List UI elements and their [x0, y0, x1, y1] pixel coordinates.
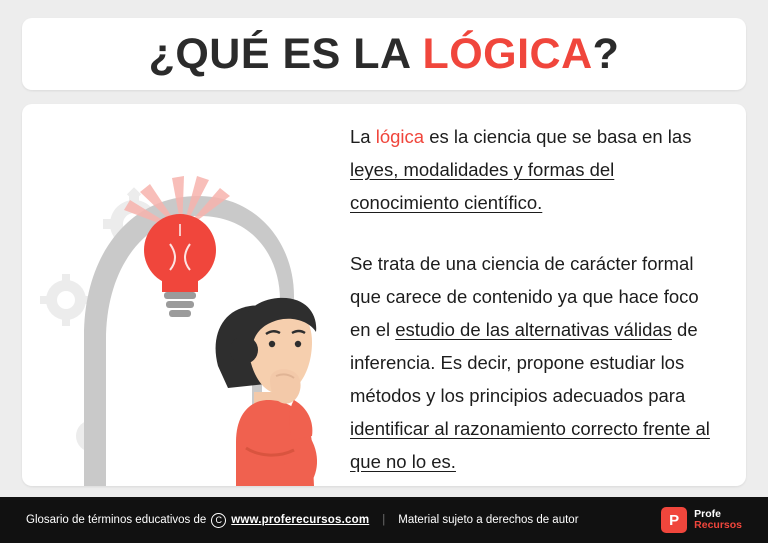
logo-mark-icon: P: [661, 507, 687, 533]
rights-label: Material sujeto a derechos de autor: [398, 514, 579, 526]
p2-underlined-1: estudio de las alternativas válidas: [395, 319, 672, 340]
text-column: [344, 104, 746, 486]
p1-part-b: es la ciencia que se basa en las: [424, 126, 692, 147]
copyright-icon: C: [211, 513, 226, 528]
title-banner: [22, 18, 746, 90]
p1-keyword: lógica: [375, 126, 425, 147]
p1-underlined: leyes, modalidades y formas del conocimiento científico.: [350, 159, 615, 213]
title-accent: LÓGICA: [422, 29, 593, 78]
footer-bar: [0, 497, 768, 543]
glossary-label: Glosario de términos educativos de: [26, 514, 207, 526]
page-title: [149, 30, 620, 79]
p2-underlined-2: identificar al razonamiento correcto frente al que no lo es.: [350, 418, 710, 472]
logo-line-2: Recursos: [694, 519, 742, 531]
content-card: [22, 104, 746, 486]
paragraph-1: [350, 120, 724, 219]
title-prefix: ¿QUÉ ES LA: [148, 29, 423, 78]
p1-part-a: La: [350, 126, 376, 147]
title-suffix: ?: [592, 29, 620, 78]
paragraph-2: [350, 247, 724, 478]
illustration: [22, 104, 344, 486]
p2-part-b: de inferencia. Es decir, propone estudiar los métodos y los principios adecuados para: [350, 319, 698, 406]
illustration-svg: [22, 104, 344, 486]
brand-logo[interactable]: [661, 507, 742, 533]
p2-part-a: Se trata de una ciencia de carácter formal que carece de contenido ya que hace foco en el: [350, 253, 699, 340]
footer-separator: |: [382, 514, 386, 526]
footer-left-group: [26, 513, 579, 528]
logo-wordmark: [694, 509, 742, 531]
website-link[interactable]: www.proferecursos.com: [231, 514, 370, 526]
logo-line-1: Profe: [694, 507, 721, 520]
